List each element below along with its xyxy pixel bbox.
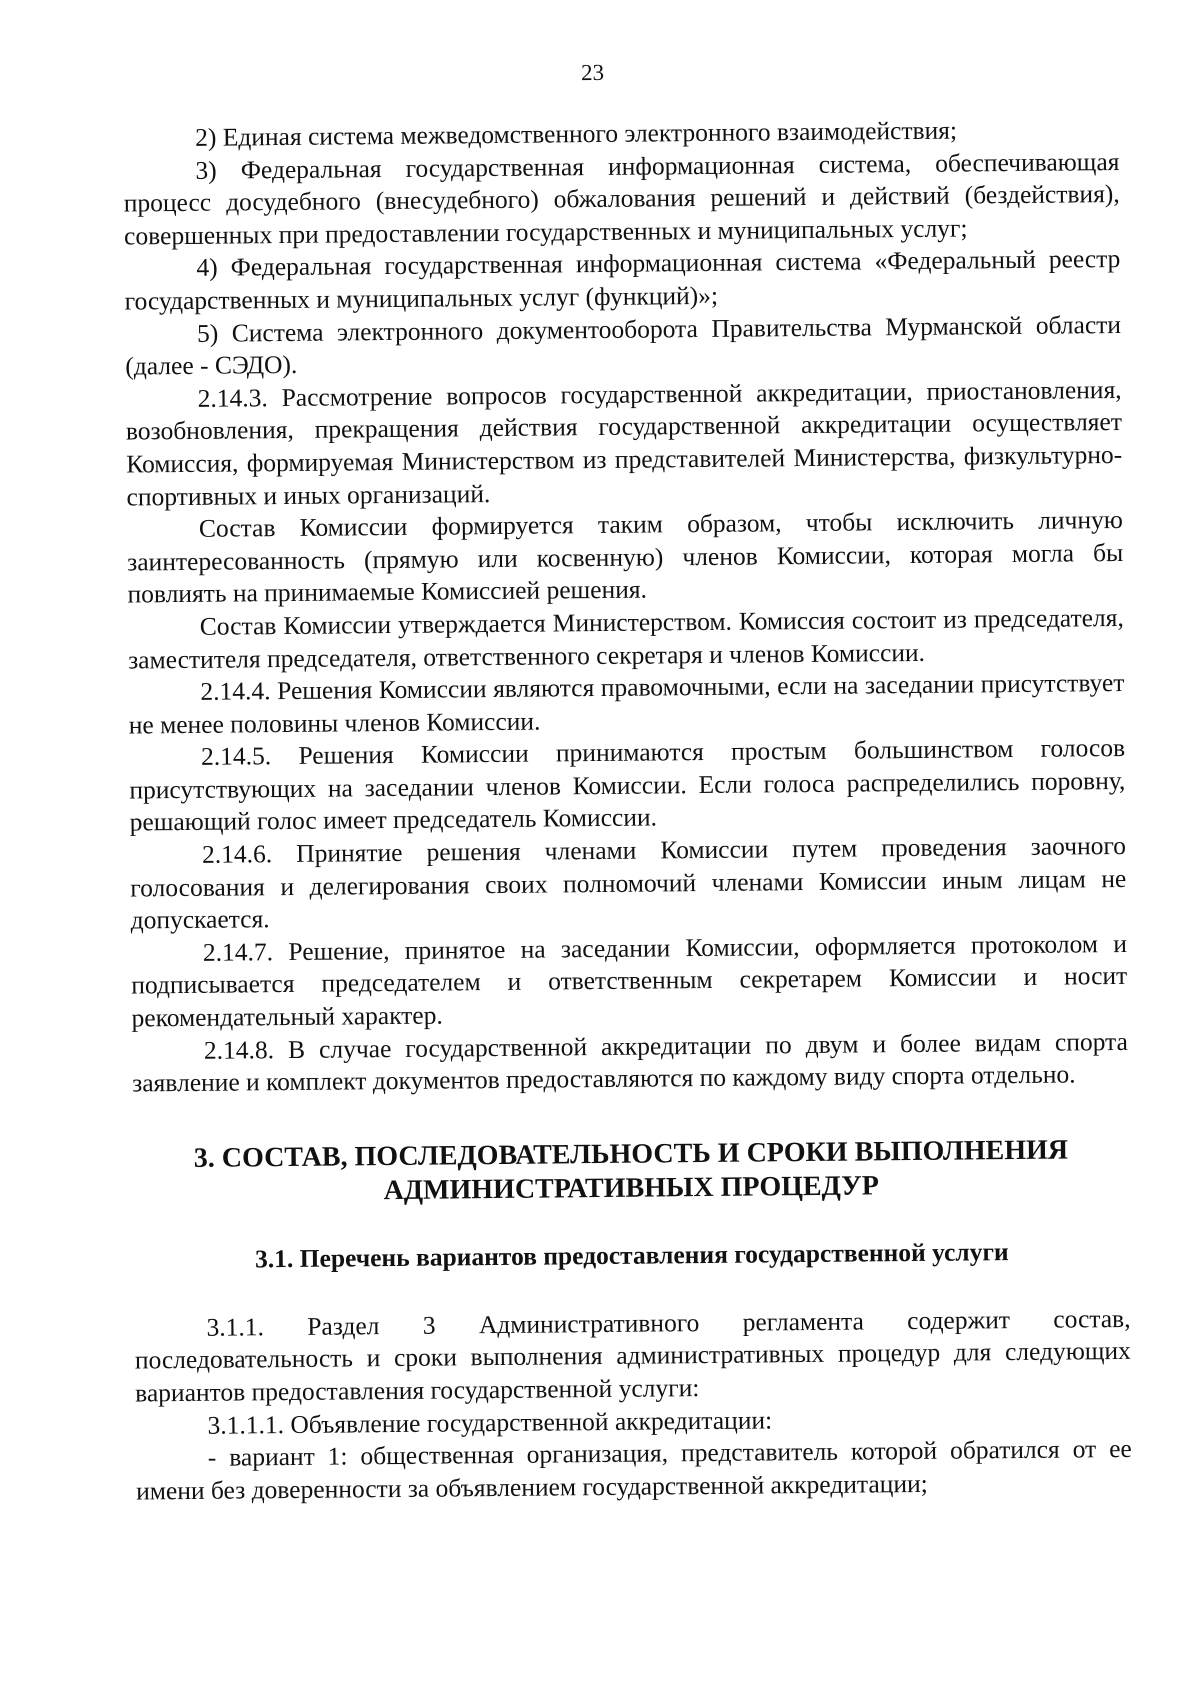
section-title (132, 1091, 1129, 1211)
paragraph-2-14-7: 2.14.7. Решение, принятое на заседании Комиссии, оформляется протоколом и подписывается председателем и ответственным секретарем Комиссии и носит рекомендательный характер. (131, 928, 1128, 1033)
paragraph-2-14-5: 2.14.5. Решения Комиссии принимаются простым большинством голосов присутствующих на заседании членов Комиссии. Если голоса распределились поровну, решающий голос имеет председатель Комиссии. (129, 733, 1126, 837)
paragraph-variant-1: - вариант 1: общественная организация, представитель которой обратился от ее имени без доверенности за объявлением государственной аккредитации; (135, 1434, 1132, 1506)
paragraph-2-14-4: 2.14.4. Решения Комиссии являются правомочными, если на заседании присутствует не менее половины членов Комиссии. (128, 668, 1125, 740)
paragraph-2-14-3: 2.14.3. Рассмотрение вопросов государственной аккредитации, приостановления, возобновления, прекращения действия государственной аккредитации осуществляет Комиссия, формируемая Министерством из представителей Министерства, физкультурно-спортивных и иных организаций. (125, 374, 1123, 512)
paragraph-item-5: 5) Система электронного документооборота Правительства Мурманской области (далее - СЭДО). (125, 309, 1122, 381)
paragraph-item-3: 3) Федеральная государственная информационная система, обеспечивающая процесс досудебного (внесудебного) обжалования решений и действий (бездействия), совершенных при предоставлении государственных и муниципальных услуг; (123, 146, 1120, 251)
paragraph-3-1-1-1: 3.1.1.1. Объявление государственной аккредитации: (207, 1404, 773, 1440)
page-number: 23 (580, 59, 605, 86)
paragraph-commission-composition: Состав Комиссии формируется таким образом, чтобы исключить личную заинтересованность (прямую или косвенную) членов Комиссии, которая могла бы повлиять на принимаемые Комиссией решения. (127, 505, 1124, 609)
paragraph-2-14-6: 2.14.6. Принятие решения членами Комиссии путем проведения заочного голосования и делегирования своих полномочий членами Комиссии иным лицам не допускается. (130, 831, 1127, 935)
paragraph-item-4: 4) Федеральная государственная информационная система «Федеральный реестр государственных и муниципальных услуг (функций)»; (124, 244, 1121, 316)
section-title-line-2: АДМИНИСТРАТИВНЫХ ПРОЦЕДУР (383, 1170, 880, 1206)
subsection-title: 3.1. Перечень вариантов предоставления государственной услуги (254, 1236, 1009, 1274)
paragraph-item-2: 2) Единая система межведомственного электронного взаимодействия; (195, 115, 958, 152)
paragraph-2-14-8: 2.14.8. В случае государственной аккредитации по двум и более видам спорта заявление и комплект документов предоставляются по каждому виду спорта отдельно. (132, 1026, 1128, 1098)
document-body (123, 113, 1132, 1508)
section-title-line-1: 3. СОСТАВ, ПОСЛЕДОВАТЕЛЬНОСТЬ И СРОКИ ВЫПОЛНЕНИЯ (193, 1134, 1069, 1174)
paragraph-commission-approval: Состав Комиссии утверждается Министерством. Комиссия состоит из председателя, заместителя председателя, ответственного секретаря и членов Комиссии. (128, 602, 1124, 675)
paragraph-3-1-1: 3.1.1. Раздел 3 Административного регламента содержит состав, последовательность и сроки выполнения административных процедур для следующих вариантов предоставления государственной услуги: (134, 1303, 1131, 1408)
